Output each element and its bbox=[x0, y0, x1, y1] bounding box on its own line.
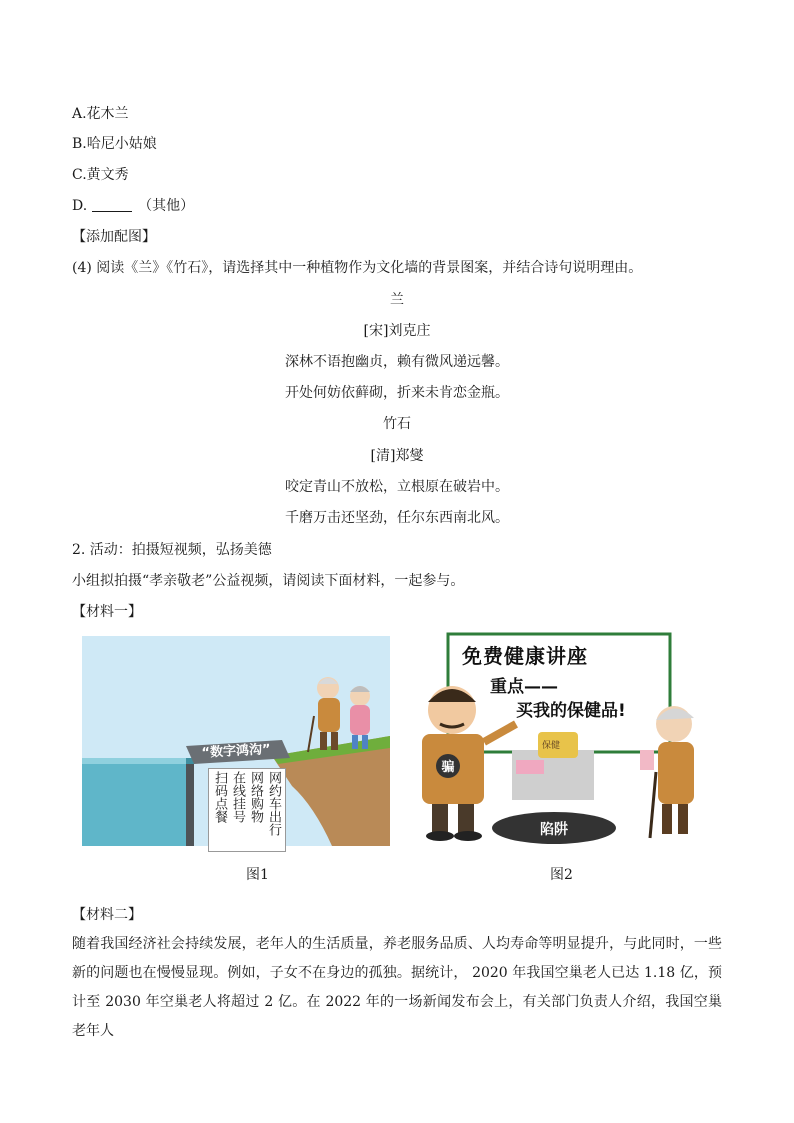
poem2-title: 竹石 bbox=[383, 416, 411, 432]
product-box-label: 保健 bbox=[542, 741, 561, 751]
answer-blank bbox=[92, 197, 132, 212]
section-add-image: 【添加配图】 bbox=[72, 229, 156, 245]
figure1-digital-divide bbox=[82, 636, 390, 846]
option-c: C.黄文秀 bbox=[72, 167, 129, 183]
material1-heading: 【材料一】 bbox=[72, 604, 142, 620]
trap-label: 陷阱 bbox=[540, 822, 568, 838]
option-d-suffix: （其他） bbox=[138, 198, 195, 214]
lecture-board-line2: 买我的保健品! bbox=[516, 701, 626, 721]
poem1-line2: 开处何妨依藓砌，折来未肯恋金瓶。 bbox=[285, 385, 509, 401]
figure2-caption: 图2 bbox=[550, 867, 573, 883]
figure1-caption: 图1 bbox=[246, 867, 269, 883]
service-col-ride: 网约车出行 bbox=[266, 771, 281, 836]
service-col-scan: 扫码点餐 bbox=[212, 771, 227, 823]
lecture-board-line1: 重点—— bbox=[490, 677, 558, 697]
activity-intro: 小组拟拍摄“孝亲敬老”公益视频，请阅读下面材料，一起参与。 bbox=[72, 573, 465, 589]
option-a: A.花木兰 bbox=[72, 106, 129, 122]
material2-paragraph: 随着我国经济社会持续发展，老年人的生活质量，养老服务品质、人均寿命等明显提升，与此同时，一些新的问题也在慢慢显现。例如，子女不在身边的孤独。据统计， 2020 年我国空巢老人已达 1.18 亿，预计至 2030 年空巢老人将超过 2 亿。在 2022 年的一场新闻发布会上，有关部门负责人介绍，我国空巢老年人 bbox=[72, 936, 722, 1039]
poem2-line1: 咬定青山不放松，立根原在破岩中。 bbox=[285, 479, 509, 495]
scam-badge: 骗 bbox=[441, 760, 455, 775]
material2-heading: 【材料二】 bbox=[72, 907, 142, 923]
activity-2: 2. 活动：拍摄短视频，弘扬美德 bbox=[72, 542, 272, 558]
poem1-title: 兰 bbox=[390, 292, 404, 308]
poem2-author: [清]郑燮 bbox=[370, 448, 424, 464]
option-d bbox=[72, 196, 194, 216]
poem1-author: [宋]刘克庄 bbox=[363, 323, 431, 339]
question-4: (4) 阅读《兰》《竹石》，请选择其中一种植物作为文化墙的背景图案，并结合诗句说明理由。 bbox=[72, 260, 643, 276]
service-list-box bbox=[208, 768, 286, 852]
option-b: B.哈尼小姑娘 bbox=[72, 136, 157, 152]
poem1-line1: 深林不语抱幽贞，赖有微风递远馨。 bbox=[285, 354, 509, 370]
poem2-line2: 千磨万击还坚劲，任尔东西南北风。 bbox=[285, 510, 509, 526]
service-col-register: 在线挂号 bbox=[230, 771, 245, 823]
lecture-board-title: 免费健康讲座 bbox=[462, 644, 588, 668]
service-col-shopping: 网络购物 bbox=[248, 771, 263, 823]
figure2-health-scam bbox=[404, 632, 720, 848]
bridge-sign: “数字鸿沟” bbox=[201, 742, 271, 761]
option-d-prefix: D. bbox=[72, 198, 88, 214]
